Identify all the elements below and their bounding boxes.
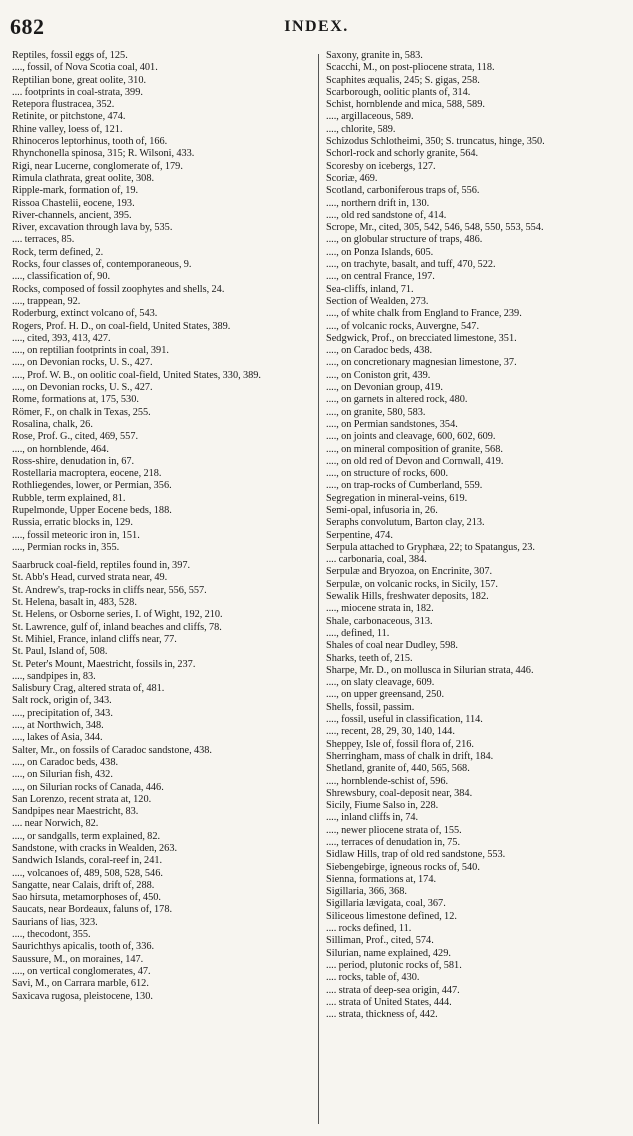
- index-entry: Scarborough, oolitic plants of, 314.: [326, 86, 471, 98]
- index-entry: Scoriæ, 469.: [326, 172, 378, 184]
- index-entry: Siebengebirge, igneous rocks of, 540.: [326, 861, 480, 873]
- index-entry: Sigillaria lævigata, coal, 367.: [326, 898, 446, 910]
- index-entry: Schizodus Schlotheimi, 350; S. truncatus, hinge, 350.: [326, 136, 545, 148]
- index-entry: ...., cited, 393, 413, 427.: [12, 332, 111, 344]
- index-entry: Sao hirsuta, metamorphoses of, 450.: [12, 892, 161, 904]
- index-entry: Rhine valley, loess of, 121.: [12, 123, 123, 135]
- index-entry: ...., volcanoes of, 489, 508, 528, 546.: [12, 867, 163, 879]
- index-entry: ...., inland cliffs in, 74.: [326, 812, 419, 824]
- index-entry: ...., sandpipes in, 83.: [12, 670, 96, 682]
- index-entry: Saucats, near Bordeaux, faluns of, 178.: [12, 904, 173, 916]
- index-entry: Shells, fossil, passim.: [326, 701, 415, 713]
- index-entry: ...., on central France, 197.: [326, 271, 435, 283]
- index-entry: Siliceous limestone defined, 12.: [326, 910, 457, 922]
- index-entry: ...., old red sandstone of, 414.: [326, 209, 447, 221]
- index-entry: ...., on joints and cleavage, 600, 602, 609.: [326, 431, 496, 443]
- index-entry: ...., Prof. W. B., on oolitic coal-field, United States, 330, 389.: [12, 369, 261, 381]
- index-entry: Rubble, term explained, 81.: [12, 492, 126, 504]
- index-entry: Segregation in mineral-veins, 619.: [326, 492, 468, 504]
- index-entry: ...., newer pliocene strata of, 155.: [326, 824, 462, 836]
- index-entry: Rostellaria macroptera, eocene, 218.: [12, 468, 162, 480]
- index-entry: Serpulæ and Bryozoa, on Encrinite, 307.: [326, 566, 493, 578]
- index-entry: Retinite, or pitchstone, 474.: [12, 111, 126, 123]
- index-entry: Sandstone, with cracks in Wealden, 263.: [12, 843, 178, 854]
- index-entry: ...., terraces of denudation in, 75.: [326, 837, 461, 848]
- index-entry: ...., on hornblende, 464.: [12, 443, 109, 455]
- index-entry: Salter, Mr., on fossils of Caradoc sandstone, 438.: [12, 744, 212, 756]
- index-entry: ...., lakes of Asia, 344.: [12, 732, 103, 744]
- index-entry: St. Peter's Mount, Maestricht, fossils in, 237.: [12, 658, 196, 670]
- index-entry: .... rocks, table of, 430.: [326, 972, 420, 984]
- index-entry: ...., on concretionary magnesian limestone, 37.: [326, 357, 517, 369]
- index-entry: ...., Permian rocks in, 355.: [12, 541, 120, 553]
- index-entry: Saxicava rugosa, pleistocene, 130.: [12, 990, 153, 1002]
- index-entry: St. Mihiel, France, inland cliffs near, 77.: [12, 633, 177, 645]
- index-entry: Scotland, carboniferous traps of, 556.: [326, 185, 480, 197]
- index-entry: .... period, plutonic rocks of, 581.: [326, 959, 462, 971]
- index-entry: Rose, Prof. G., cited, 469, 557.: [12, 431, 139, 443]
- index-entry: ...., fossil meteoric iron in, 151.: [12, 529, 140, 541]
- index-entry: Sandwich Islands, coral-reef in, 241.: [12, 855, 163, 867]
- index-entry: Saxony, granite in, 583.: [326, 50, 423, 61]
- index-entry: .... rocks defined, 11.: [326, 923, 412, 935]
- index-entry: Semi-opal, infusoria in, 26.: [326, 504, 438, 516]
- index-entry: ...., on garnets in altered rock, 480.: [326, 394, 468, 406]
- index-entry: ...., on Caradoc beds, 438.: [326, 345, 433, 357]
- index-entry: Scrope, Mr., cited, 305, 542, 546, 548, 550, 553, 554.: [326, 222, 544, 234]
- index-entry: ...., on Devonian rocks, U. S., 427.: [12, 382, 153, 394]
- index-entry: Sea-cliffs, inland, 71.: [326, 283, 414, 295]
- index-entry: Saussure, M., on moraines, 147.: [12, 953, 144, 965]
- index-entry: ...., on vertical conglomerates, 47.: [12, 965, 151, 977]
- index-entry: ...., on Silurian rocks of Canada, 446.: [12, 781, 164, 793]
- index-entry: Rhynchonella spinosa, 315; R. Wilsoni, 433.: [12, 148, 195, 160]
- index-entry: Shales of coal near Dudley, 598.: [326, 640, 458, 652]
- index-entry: Schorl-rock and schorly granite, 564.: [326, 148, 479, 160]
- index-entry: .... strata of deep-sea origin, 447.: [326, 984, 460, 996]
- index-column-left: [12, 50, 312, 1003]
- index-entry: .... terraces, 85.: [12, 234, 75, 246]
- index-entry: Silliman, Prof., cited, 574.: [326, 935, 434, 947]
- index-entry: .... carbonaria, coal, 384.: [326, 554, 427, 566]
- index-entry: Sedgwick, Prof., on brecciated limestone, 351.: [326, 332, 517, 344]
- index-entry: Sienna, formations at, 174.: [326, 873, 437, 885]
- index-entry: Rhinoceros leptorhinus, tooth of, 166.: [12, 136, 168, 148]
- index-entry: ...., on slaty cleavage, 609.: [326, 677, 435, 689]
- index-entry: ...., fossil, useful in classification, 114.: [326, 714, 483, 726]
- index-entry: Rogers, Prof. H. D., on coal-field, United States, 389.: [12, 320, 231, 332]
- index-entry: ...., on structure of rocks, 600.: [326, 468, 449, 480]
- index-column-right: [326, 50, 626, 1021]
- index-entry: Sangatte, near Calais, drift of, 288.: [12, 879, 155, 891]
- index-entry: Salt rock, origin of, 343.: [12, 695, 112, 707]
- index-entry: .... near Norwich, 82.: [12, 818, 99, 830]
- page-number: 682: [10, 14, 45, 39]
- index-entry: ...., on Permian sandstones, 354.: [326, 418, 458, 430]
- index-entry: Saarbruck coal-field, reptiles found in, 397.: [12, 560, 191, 572]
- index-entry: Rothliegendes, lower, or Permian, 356.: [12, 480, 172, 492]
- index-entry: Rigi, near Lucerne, conglomerate of, 179.: [12, 160, 183, 172]
- index-entry: Rupelmonde, Upper Eocene beds, 188.: [12, 504, 172, 516]
- index-entry: Römer, F., on chalk in Texas, 255.: [12, 406, 151, 418]
- index-entry: ...., on Silurian fish, 432.: [12, 769, 113, 781]
- index-entry: River, excavation through lava by, 535.: [12, 222, 173, 234]
- page-title: INDEX.: [284, 18, 349, 35]
- index-entry: Rimula clathrata, great oolite, 308.: [12, 172, 155, 184]
- index-entry: Sharpe, Mr. D., on mollusca in Silurian strata, 446.: [326, 664, 534, 676]
- index-entry: Rissoa Chastelii, eocene, 193.: [12, 197, 135, 209]
- index-entry: Rome, formations at, 175, 530.: [12, 394, 139, 406]
- index-entry: ...., on Devonian rocks, U. S., 427.: [12, 357, 153, 369]
- index-entry: St. Lawrence, gulf of, inland beaches and cliffs, 78.: [12, 621, 222, 633]
- index-entry: ...., chlorite, 589.: [326, 123, 396, 135]
- index-entry: ...., classification of, 90.: [12, 271, 111, 283]
- index-entry: ...., of volcanic rocks, Auvergne, 547.: [326, 320, 480, 332]
- index-entry: ...., on globular structure of traps, 486.: [326, 234, 483, 246]
- index-entry: Shetland, granite of, 440, 565, 568.: [326, 763, 470, 775]
- index-entry: Section of Wealden, 273.: [326, 295, 429, 307]
- index-entry: ...., on granite, 580, 583.: [326, 406, 426, 418]
- index-entry: Sewalik Hills, freshwater deposits, 182.: [326, 591, 489, 603]
- index-entry: Shrewsbury, coal-deposit near, 384.: [326, 787, 473, 799]
- index-entry: Saurians of lias, 323.: [12, 916, 98, 928]
- index-entry: ...., on upper greensand, 250.: [326, 689, 445, 701]
- index-entry: ...., defined, 11.: [326, 627, 390, 639]
- index-entry: Rocks, composed of fossil zoophytes and shells, 24.: [12, 283, 225, 295]
- index-entry: Ross-shire, denudation in, 67.: [12, 455, 135, 467]
- index-entry: Reptilian bone, great oolite, 310.: [12, 74, 147, 86]
- index-entry: St. Helena, basalt in, 483, 528.: [12, 597, 137, 609]
- index-entry: Sidlaw Hills, trap of old red sandstone, 553.: [326, 849, 506, 861]
- index-entry: ...., precipitation of, 343.: [12, 707, 113, 719]
- index-entry: Seraphs convolutum, Barton clay, 213.: [326, 517, 485, 529]
- index-entry: ...., on reptilian footprints in coal, 391.: [12, 345, 169, 357]
- index-entry: ...., on trap-rocks of Cumberland, 559.: [326, 480, 483, 492]
- index-entry: St. Andrew's, trap-rocks in cliffs near, 556, 557.: [12, 584, 207, 596]
- index-entry: Serpula attached to Gryphæa, 22; to Spatangus, 23.: [326, 541, 535, 553]
- index-entry: .... strata, thickness of, 442.: [326, 1009, 438, 1021]
- index-entry: Roderburg, extinct volcano of, 543.: [12, 308, 158, 320]
- index-entry: St. Helens, or Osborne series, I. of Wight, 192, 210.: [12, 609, 223, 621]
- index-entry: ...., hornblende-schist of, 596.: [326, 775, 449, 787]
- index-entry: .... footprints in coal-strata, 399.: [12, 86, 143, 98]
- index-entry: Serpentine, 474.: [326, 529, 393, 541]
- index-entry: ...., on Devonian group, 419.: [326, 382, 443, 394]
- index-entry: Rocks, four classes of, contemporaneous, 9.: [12, 259, 192, 271]
- index-entry: ...., miocene strata in, 182.: [326, 603, 434, 615]
- index-entry: St. Abb's Head, curved strata near, 49.: [12, 572, 168, 584]
- index-entry: ...., thecodont, 355.: [12, 929, 91, 941]
- index-entry: Scaphites æqualis, 245; S. gigas, 258.: [326, 74, 480, 86]
- index-entry: Retepora flustracea, 352.: [12, 99, 115, 111]
- index-entry: ...., or sandgalls, term explained, 82.: [12, 830, 161, 842]
- index-entry: Sigillaria, 366, 368.: [326, 886, 407, 898]
- index-entry: Rock, term defined, 2.: [12, 246, 104, 258]
- index-entry: ...., northern drift in, 130.: [326, 197, 430, 209]
- index-entry: Sicily, Fiume Salso in, 228.: [326, 800, 439, 812]
- index-entry: ...., trappean, 92.: [12, 295, 81, 307]
- index-entry: ...., argillaceous, 589.: [326, 111, 414, 123]
- index-entry: .... strata of United States, 444.: [326, 996, 452, 1008]
- index-entry: Sherringham, mass of chalk in drift, 184.: [326, 750, 494, 762]
- index-entry: Sharks, teeth of, 215.: [326, 652, 413, 664]
- index-entry: Scoresby on icebergs, 127.: [326, 160, 436, 172]
- index-entry: ...., on Ponza Islands, 605.: [326, 246, 434, 258]
- index-entry: ...., of white chalk from England to France, 239.: [326, 308, 522, 320]
- index-entry: Savi, M., on Carrara marble, 612.: [12, 978, 149, 990]
- index-entry: ...., fossil, of Nova Scotia coal, 401.: [12, 62, 158, 74]
- index-entry: Salisbury Crag, altered strata of, 481.: [12, 683, 165, 695]
- index-entry: St. Paul, Island of, 508.: [12, 646, 108, 658]
- index-entry: River-channels, ancient, 395.: [12, 209, 132, 221]
- index-entry: ...., on Caradoc beds, 438.: [12, 756, 119, 768]
- index-entry: Scacchi, M., on post-pliocene strata, 118.: [326, 62, 495, 74]
- index-entry: Ripple-mark, formation of, 19.: [12, 185, 139, 197]
- index-entry: Sheppey, Isle of, fossil flora of, 216.: [326, 738, 474, 750]
- index-entry: Sandpipes near Maestricht, 83.: [12, 806, 139, 818]
- index-entry: Serpulæ, on volcanic rocks, in Sicily, 157.: [326, 578, 498, 590]
- index-entry: ...., recent, 28, 29, 30, 140, 144.: [326, 726, 455, 738]
- index-entry: ...., on Coniston grit, 439.: [326, 369, 431, 381]
- column-divider: [318, 54, 319, 1124]
- index-entry: Rosalina, chalk, 26.: [12, 418, 93, 430]
- index-entry: Shale, carbonaceous, 313.: [326, 615, 433, 627]
- index-entry: Schist, hornblende and mica, 588, 589.: [326, 99, 485, 111]
- index-entry: Silurian, name explained, 429.: [326, 947, 451, 959]
- index-entry: Reptiles, fossil eggs of, 125.: [12, 50, 128, 61]
- index-entry: Russia, erratic blocks in, 129.: [12, 517, 133, 529]
- index-entry: ...., on old red of Devon and Cornwall, 419.: [326, 455, 504, 467]
- index-entry: ...., on trachyte, basalt, and tuff, 470, 522.: [326, 259, 496, 271]
- index-entry: ...., on mineral composition of granite, 568.: [326, 443, 503, 455]
- index-entry: Saurichthys apicalis, tooth of, 336.: [12, 941, 155, 953]
- index-entry: ...., at Northwich, 348.: [12, 720, 104, 732]
- index-entry: San Lorenzo, recent strata at, 120.: [12, 793, 152, 805]
